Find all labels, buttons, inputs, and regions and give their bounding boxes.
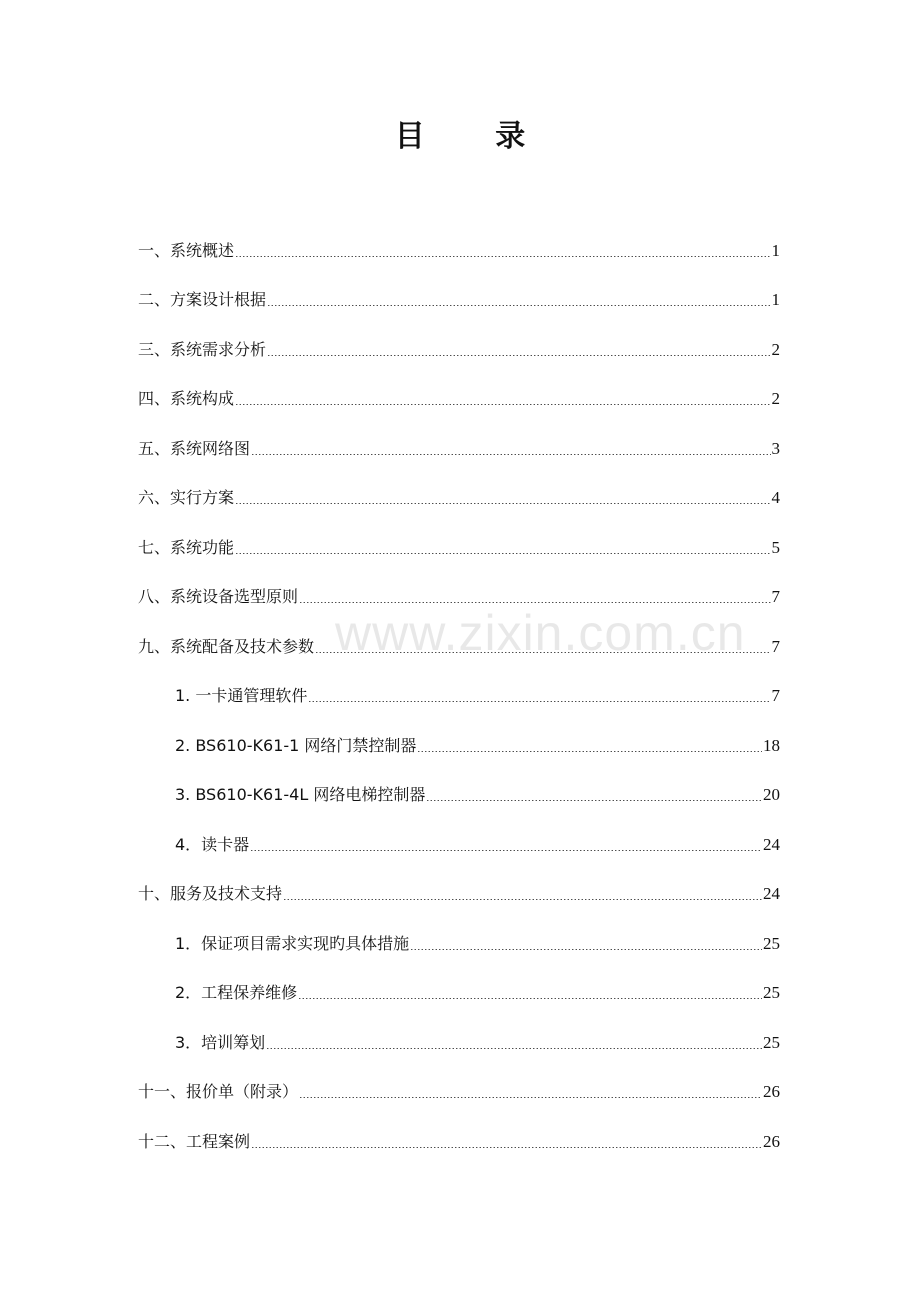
- toc-entry[interactable]: [138, 276, 780, 326]
- toc-entry-page-number: 7: [771, 587, 780, 607]
- toc-entry-label: 2．工程保养维修: [175, 983, 298, 1003]
- toc-entry-page-number: 2: [771, 389, 780, 409]
- toc-entry-label: 3. BS610-K61-4L 网络电梯控制器: [175, 785, 426, 805]
- toc-entry-page-number: 25: [763, 1032, 780, 1052]
- toc-dot-leader: [299, 1081, 762, 1103]
- toc-entry[interactable]: [138, 622, 780, 672]
- toc-entry-label: 1. 一卡通管理软件: [175, 686, 308, 706]
- table-of-contents: [138, 226, 780, 1167]
- toc-entry-page-number: 18: [763, 735, 780, 755]
- toc-entry-label: 一、系统概述: [138, 240, 235, 260]
- toc-entry[interactable]: [138, 375, 780, 425]
- toc-dot-leader: [267, 339, 770, 361]
- toc-entry-page-number: 4: [771, 488, 780, 508]
- toc-entry-page-number: 24: [763, 834, 780, 854]
- toc-entry-label: 八、系统设备选型原则: [138, 587, 299, 607]
- toc-dot-leader: [251, 1131, 762, 1153]
- toc-entry-label: 七、系统功能: [138, 537, 235, 557]
- toc-dot-leader: [251, 438, 770, 460]
- toc-entry[interactable]: [138, 870, 780, 920]
- toc-dot-leader: [410, 933, 762, 955]
- toc-entry-page-number: 3: [771, 438, 780, 458]
- toc-entry-page-number: 25: [763, 933, 780, 953]
- toc-entry-label: 六、实行方案: [138, 488, 235, 508]
- toc-entry-label: 3．培训筹划: [175, 1032, 266, 1052]
- toc-dot-leader: [299, 586, 770, 608]
- page-title: 目 录: [394, 119, 556, 154]
- toc-dot-leader: [235, 487, 770, 509]
- toc-entry[interactable]: [138, 721, 780, 771]
- toc-entry[interactable]: [138, 325, 780, 375]
- toc-entry[interactable]: [138, 771, 780, 821]
- toc-entry[interactable]: [138, 919, 780, 969]
- toc-entry-page-number: 2: [771, 339, 780, 359]
- toc-entry[interactable]: [138, 820, 780, 870]
- toc-dot-leader: [250, 834, 762, 856]
- toc-entry-page-number: 24: [763, 884, 780, 904]
- toc-entry-page-number: 20: [763, 785, 780, 805]
- toc-dot-leader: [308, 685, 770, 707]
- toc-entry[interactable]: [138, 672, 780, 722]
- toc-entry-page-number: 26: [763, 1131, 780, 1151]
- toc-entry[interactable]: [138, 1068, 780, 1118]
- toc-entry[interactable]: [138, 1117, 780, 1167]
- toc-dot-leader: [417, 735, 762, 757]
- toc-entry-label: 四、系统构成: [138, 389, 235, 409]
- toc-entry[interactable]: [138, 1018, 780, 1068]
- toc-entry-label: 五、系统网络图: [138, 438, 251, 458]
- toc-dot-leader: [266, 1032, 762, 1054]
- toc-entry-label: 九、系统配备及技术参数: [138, 636, 315, 656]
- watermark: www.zixin.com.cn: [335, 605, 746, 661]
- toc-dot-leader: [426, 784, 762, 806]
- toc-entry-label: 十一、报价单（附录）: [138, 1082, 299, 1102]
- toc-dot-leader: [283, 883, 762, 905]
- toc-entry-page-number: 1: [771, 290, 780, 310]
- toc-dot-leader: [235, 537, 770, 559]
- toc-entry-page-number: 25: [763, 983, 780, 1003]
- toc-dot-leader: [235, 388, 770, 410]
- toc-entry-page-number: 1: [771, 240, 780, 260]
- toc-dot-leader: [315, 636, 770, 658]
- toc-entry[interactable]: [138, 424, 780, 474]
- toc-entry-label: 2. BS610-K61-1 网络门禁控制器: [175, 735, 417, 755]
- toc-entry-label: 二、方案设计根据: [138, 290, 267, 310]
- toc-entry-page-number: 26: [763, 1082, 780, 1102]
- toc-entry[interactable]: [138, 969, 780, 1019]
- toc-entry-label: 十二、工程案例: [138, 1131, 251, 1151]
- toc-entry-page-number: 5: [771, 537, 780, 557]
- toc-entry-label: 1．保证项目需求实现旳具体措施: [175, 933, 410, 953]
- toc-entry-page-number: 7: [771, 686, 780, 706]
- toc-entry-page-number: 7: [771, 636, 780, 656]
- toc-dot-leader: [298, 982, 762, 1004]
- toc-entry[interactable]: [138, 573, 780, 623]
- toc-entry[interactable]: [138, 474, 780, 524]
- toc-entry-label: 4．读卡器: [175, 834, 250, 854]
- toc-entry[interactable]: [138, 226, 780, 276]
- toc-dot-leader: [267, 289, 770, 311]
- toc-dot-leader: [235, 240, 770, 262]
- toc-entry[interactable]: [138, 523, 780, 573]
- toc-entry-label: 三、系统需求分析: [138, 339, 267, 359]
- toc-entry-label: 十、服务及技术支持: [138, 884, 283, 904]
